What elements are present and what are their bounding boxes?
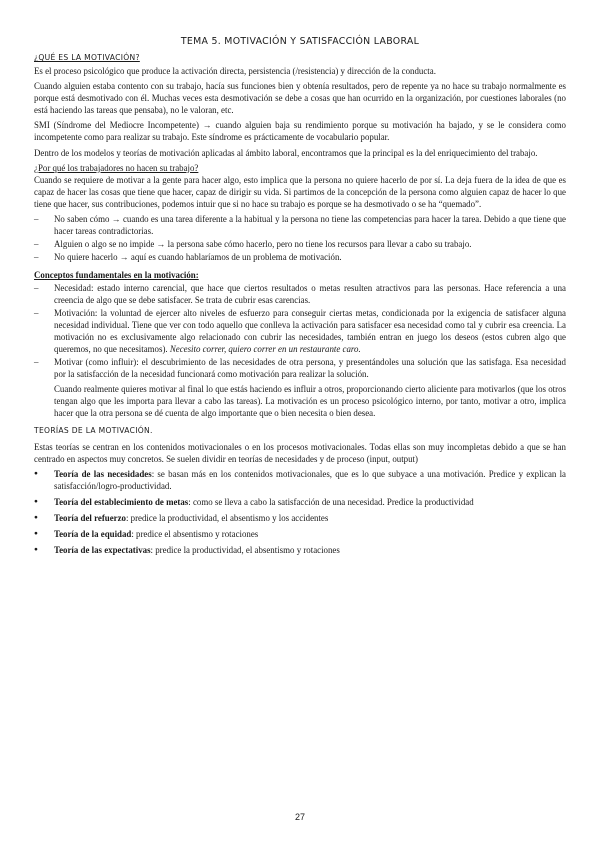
theory-desc: : predice la productividad, el absentismo y los accidentes (125, 513, 329, 523)
list-item: – Necesidad: estado interno carencial, que hace que ciertos resultados o metas resulten atractivos para las personas. Hace referencia a una creencia de algo que se debe satisfacer. Se trata de cubrir esas carencias. (34, 282, 566, 306)
paragraph: Es el proceso psicológico que produce la activación directa, persistencia (/resistencia) y dirección de la conducta. (34, 66, 436, 76)
theory-term: Teoría de las necesidades (54, 468, 152, 479)
list-item: – Motivación: la voluntad de ejercer alto niveles de esfuerzo para conseguir ciertas metas, condicionada por la exigencia de satisfacer alguna necesidad individual. Tiene que ver con todo aquello que conlleva la activación para satisfacer esa necesidad como tal y cubrir esa creencia. La motivación no es exclusivamente algo relacionado con cubrir las necesidades, también entran en juego los deseos (estos cubren algo que queremos, no que necesitamos). Necesito correr, quiero correr en un restaurante caro. (34, 307, 566, 355)
theory-term: Teoría del establecimiento de metas (54, 496, 189, 507)
paragraph: Cuando realmente quieres motivar al final lo que estás haciendo es influir a otros, proporcionando cierto aliciente para motivarlos (que los otros tengan algo que les importa para llevar a cabo las tareas). La motivación es un proceso psicológico interno, por tanto, motivar a otro, implica hacer que la otra persona se dé cuenta de algo importante que o bien necesita o bien desea. (54, 384, 566, 419)
paragraph: Cuando alguien estaba contento con su trabajo, hacía sus funciones bien y obtenía resultados, pero de repente ya no hace su trabajo normalmente es porque está desmotivado con él. Muchas veces esta desmotivación se debe a cosas que han ocurrido en la organización, por cuestiones laborales (no está haciendo las tareas que pensaba), no le valoran, etc. (34, 81, 566, 116)
example-italic: Necesito correr, quiero correr en un restaurante caro. (169, 343, 361, 354)
subheading-fundamental-concepts: Conceptos fundamentales en la motivación: (34, 270, 199, 281)
list-item (34, 468, 566, 492)
section-heading-what-is-motivation: ¿QUÉ ES LA MOTIVACIÓN? (34, 53, 140, 62)
theory-term: Teoría de las expectativas (54, 545, 151, 556)
theory-desc: : predice el absentismo y rotaciones (131, 529, 259, 540)
paragraph: SMI (Síndrome del Mediocre Incompetente) → cuando alguien baja su rendimiento porque su motivación ha bajado, y se le considera como incompetente como para realizar su trabajo. Este síndrome es prácticamente de vocabulario popular. (34, 120, 566, 143)
concepts-list (34, 282, 566, 381)
section-heading-theories: TEORÍAS DE LA MOTIVACIÓN. (34, 425, 153, 435)
theories-list (34, 468, 566, 557)
list-item: – No quiere hacerlo → aquí es cuando hablaríamos de un problema de motivación. (34, 251, 566, 263)
paragraph: Dentro de los modelos y teorías de motivación aplicadas al ámbito laboral, encontramos que la principal es la del enriquecimiento del trabajo. (34, 147, 538, 158)
theory-term: Teoría de la equidad (54, 529, 132, 540)
list-item: – No saben cómo → cuando es una tarea diferente a la habitual y la persona no tiene las competencias para hacer la tarea. Debido a que tiene que hacer tareas contradictorias. (34, 213, 566, 237)
theory-desc: : predice la productividad, el absentismo y rotaciones (150, 545, 340, 556)
list-item (34, 512, 566, 524)
list-item (34, 528, 566, 540)
list-item (34, 496, 566, 508)
theory-desc: : se basan más en los contenidos motivacionales, que es lo que subyace a una motivación. Predice y explican la satisfacción/logro-productividad. (54, 468, 566, 491)
subheading-why-workers: ¿Por qué los trabajadores no hacen su trabajo? (34, 162, 199, 173)
list-item (34, 544, 566, 556)
theory-term: Teoría del refuerzo (54, 513, 126, 523)
paragraph: Estas teorías se centran en los contenidos motivacionales o en los procesos motivacionales. Todas ellas son muy incompletas debido a que se han centrado en aspectos muy concretos. Se suelen dividir en teorías de necesidades y de proceso (input, output) (34, 441, 566, 464)
theory-desc: : como se lleva a cabo la satisfacción de una necesidad. Predice la productividad (188, 496, 474, 507)
list-item-text: Motivación: la voluntad de ejercer alto niveles de esfuerzo para conseguir ciertas metas, condicionada por la exigencia de satisfacer alguna necesidad individual. Tiene que ver con todo aquello que conlleva la activación para satisfacer esa necesidad como tal y cubrir esa creencia. La motivación no es exclusivamente algo relacionado con cubrir las necesidades, también entran en juego los deseos (estos cubren algo que queremos, no que necesitamos) (54, 307, 566, 354)
list-item: – Alguien o algo se no impide → la persona sabe cómo hacerlo, pero no tiene los recursos para llevar a cabo su trabajo. (34, 238, 566, 250)
page-number: 27 (294, 812, 305, 822)
paragraph: Cuando se requiere de motivar a la gente para hacer algo, esto implica que la persona no quiere hacerlo de por sí. La deja fuera de la idea de que es capaz de hacer las cosas que tiene que hacer, capaz de dirigir su vida. Si partimos de la concepción de la persona como alguien capaz de hacer lo que tiene que hacer, sus contribuciones, podemos intuir que si no hace su trabajo es porque se ha desmotivado o se ha “quemado”. (34, 174, 566, 209)
document-page (34, 36, 566, 560)
list-item: – Motivar (como influir): el descubrimiento de las necesidades de otra persona, y presentándoles una solución que las satisfaga. Esa necesidad por la satisfacción de la necesidad funcionará como motivación para realizar la solución. (34, 356, 566, 380)
page-title: TEMA 5. MOTIVACIÓN Y SATISFACCIÓN LABORAL (180, 36, 420, 47)
reasons-list (34, 213, 566, 263)
